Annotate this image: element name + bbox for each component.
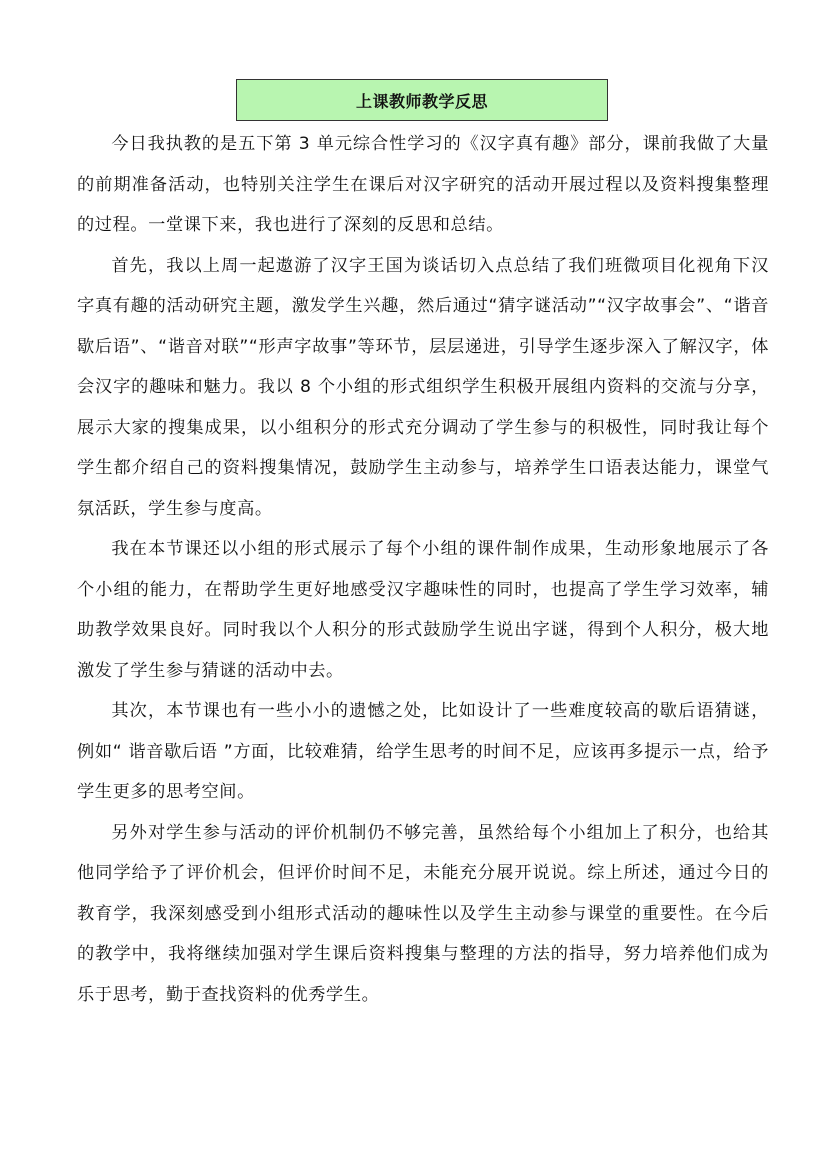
paragraph-intro: 今日我执教的是五下第 3 单元综合性学习的《汉字真有趣》部分，课前我做了大量的前期准备活动，也特别关注学生在课后对汉字研究的活动开展过程以及资料搜集整理的过程。一堂课下来，我也进行了深刻的反思和总结。 xyxy=(77,134,769,235)
document-title: 上课教师教学反思 xyxy=(355,91,488,111)
paragraph-regrets: 其次，本节课也有一些小小的遗憾之处，比如设计了一些难度较高的歇后语猜谜，例如“ 谐音歇后语 ”方面，比较难猜，给学生思考的时间不足，应该再多提示一点，给予学生更多的思考空间。 xyxy=(77,701,769,802)
paragraph-conclusion: 另外对学生参与活动的评价机制仍不够完善，虽然给每个小组加上了积分，也给其他同学给予了评价机会，但评价时间不足，未能充分展开说说。综上所述，通过今日的教育学，我深刻感受到小组形式活动的趣味性以及学生主动参与课堂的重要性。在今后的教学中，我将继续加强对学生课后资料搜集与整理的方法的指导，努力培养他们成为乐于思考，勤于查找资料的优秀学生。 xyxy=(77,822,769,1005)
paragraph-group-showcase: 我在本节课还以小组的形式展示了每个小组的课件制作成果，生动形象地展示了各个小组的能力，在帮助学生更好地感受汉字趣味性的同时，也提高了学生学习效率，辅助教学效果良好。同时我以个人积分的形式鼓励学生说出字谜，得到个人积分，极大地激发了学生参与猜谜的活动中去。 xyxy=(77,539,769,681)
paragraph-first-point: 首先，我以上周一起遨游了汉字王国为谈话切入点总结了我们班微项目化视角下汉字真有趣的活动研究主题，激发学生兴趣，然后通过“猜字谜活动”“汉字故事会”、“谐音歇后语”、“谐音对联”“形声字故事”等环节，层层递进，引导学生逐步深入了解汉字，体会汉字的趣味和魅力。我以 8 个小组的形式组织学生积极开展组内资料的交流与分享，展示大家的搜集成果，以小组积分的形式充分调动了学生参与的积极性，同时我让每个学生都介绍自己的资料搜集情况，鼓励学生主动参与，培养学生口语表达能力，课堂气氛活跃，学生参与度高。 xyxy=(77,255,769,519)
title-box xyxy=(236,79,608,121)
document-body xyxy=(77,124,769,1015)
